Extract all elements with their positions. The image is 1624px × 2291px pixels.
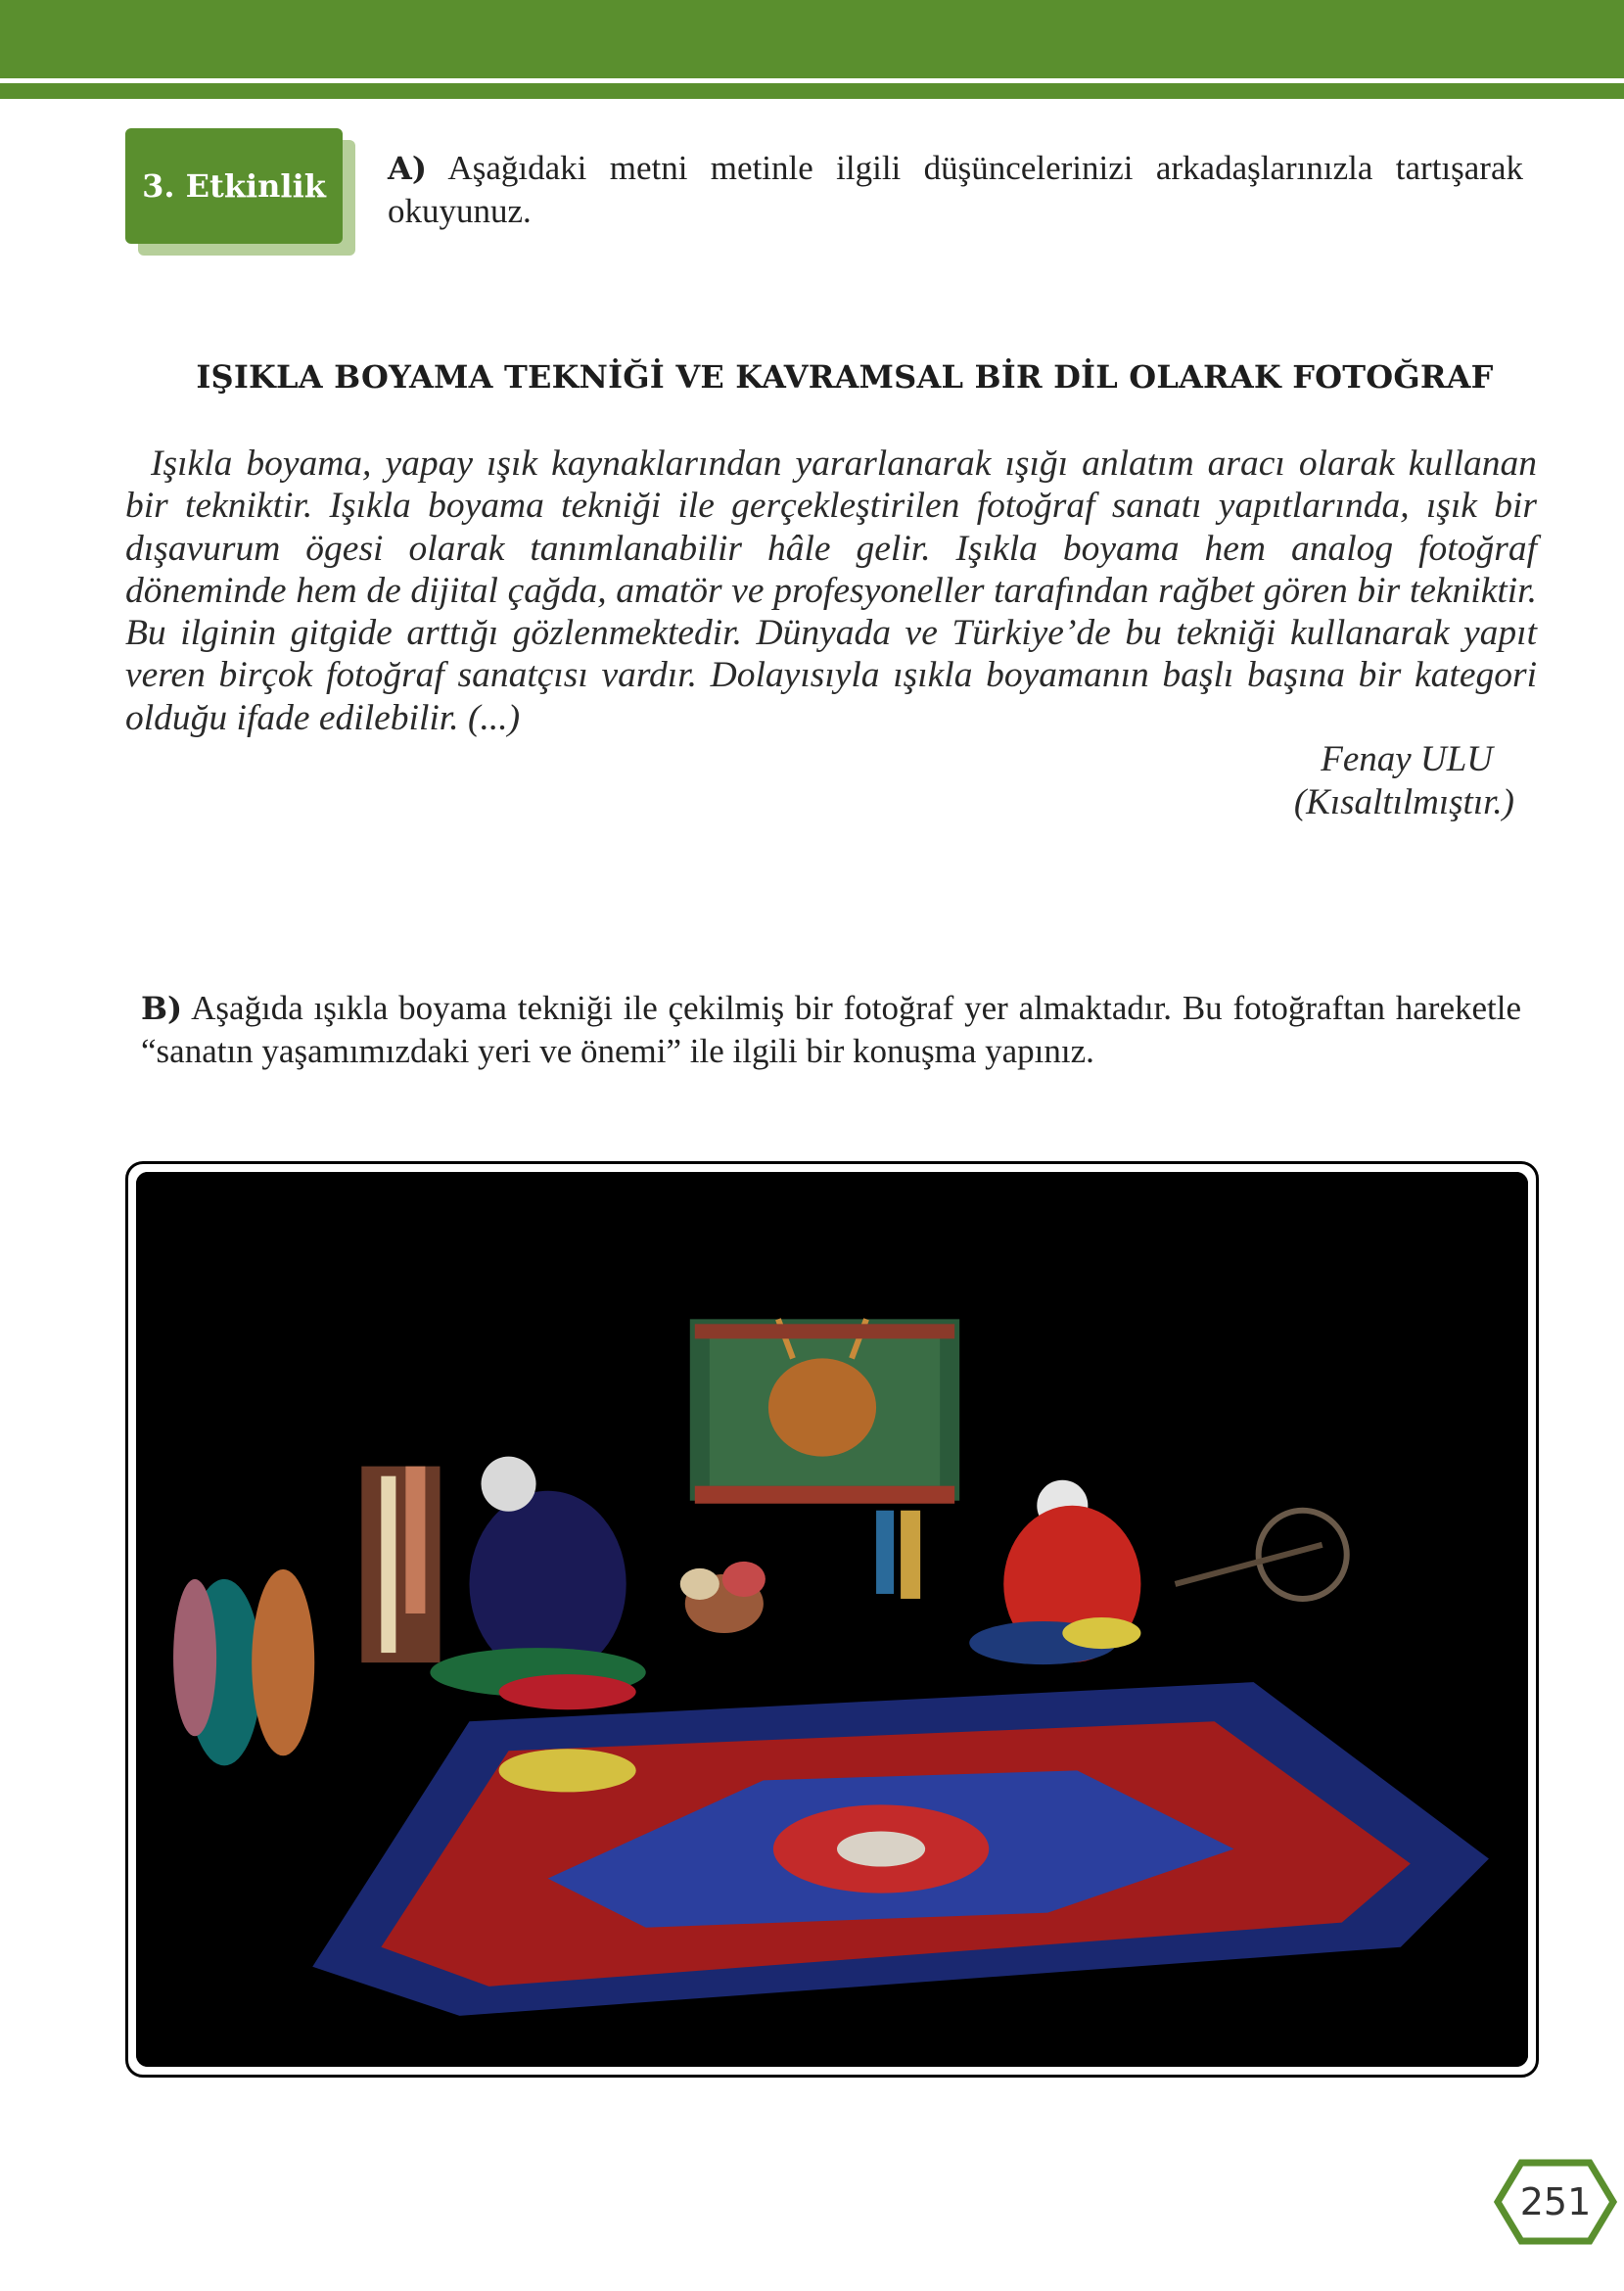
header-band (0, 0, 1624, 78)
part-b-text: Aşağıda ışıkla boyama tekniği ile çekilmiş bir fotoğraf yer almaktadır. Bu fotoğraftan hareketle “sanatın yaşamımızdaki yeri ve önemi” ile ilgili bir konuşma yapınız. (141, 989, 1521, 1070)
hanging-tapestry (690, 1319, 959, 1503)
part-a-label: A) (388, 150, 427, 187)
part-a-instruction (388, 147, 1523, 233)
article-note: (Kısaltılmıştır.) (1293, 782, 1514, 822)
part-b-instruction (141, 987, 1521, 1073)
header-stripe (0, 83, 1624, 99)
part-b-label: B) (141, 990, 183, 1027)
activity-badge-label: 3. Etkinlik (142, 167, 326, 205)
article-attribution (1294, 738, 1514, 824)
loom-left (361, 1467, 440, 1662)
page-number-badge (1494, 2159, 1624, 2245)
light-painting-photo-image (136, 1172, 1528, 2067)
activity-badge (125, 128, 343, 244)
article-paragraph: Işıkla boyama, yapay ışık kaynaklarından yararlanarak ışığı anlatım aracı olarak kullanan bir tekniktir. Işıkla boyama tekniği ile gerçekleştirilen fotoğraf sanatı yapıtlarında, ışık bir dışavurum ögesi olarak tanımlanabilir hâle gelir. Işıkla boyama hem analog fotoğraf döneminde hem de dijital çağda, amatör ve profesyoneller tarafından rağbet gören bir tekniktir. Bu ilginin gitgide arttığı gözlenmektedir. Dünyada ve Türkiye’de bu tekniği kullanarak yapıt veren birçok fotoğraf sanatçısı vardır. Dolayısıyla ışıkla boyamanın başlı başına bir kategori olduğu ifade edilebilir. (...) (125, 444, 1537, 738)
light-painting-photo (136, 1172, 1528, 2067)
article-body (125, 443, 1537, 739)
yarn-on-carpet (499, 1749, 636, 1792)
article-title: IŞIKLA BOYAMA TEKNİĞİ VE KAVRAMSAL BİR DİL OLARAK FOTOĞRAF (196, 358, 1494, 396)
part-a-text: Aşağıdaki metni metinle ilgili düşüncelerinizi arkadaşlarınızla tartışarak okuyunuz. (388, 149, 1523, 230)
article-author: Fenay ULU (1321, 739, 1493, 779)
page-number: 251 (1519, 2180, 1592, 2223)
photo-frame (125, 1161, 1539, 2078)
